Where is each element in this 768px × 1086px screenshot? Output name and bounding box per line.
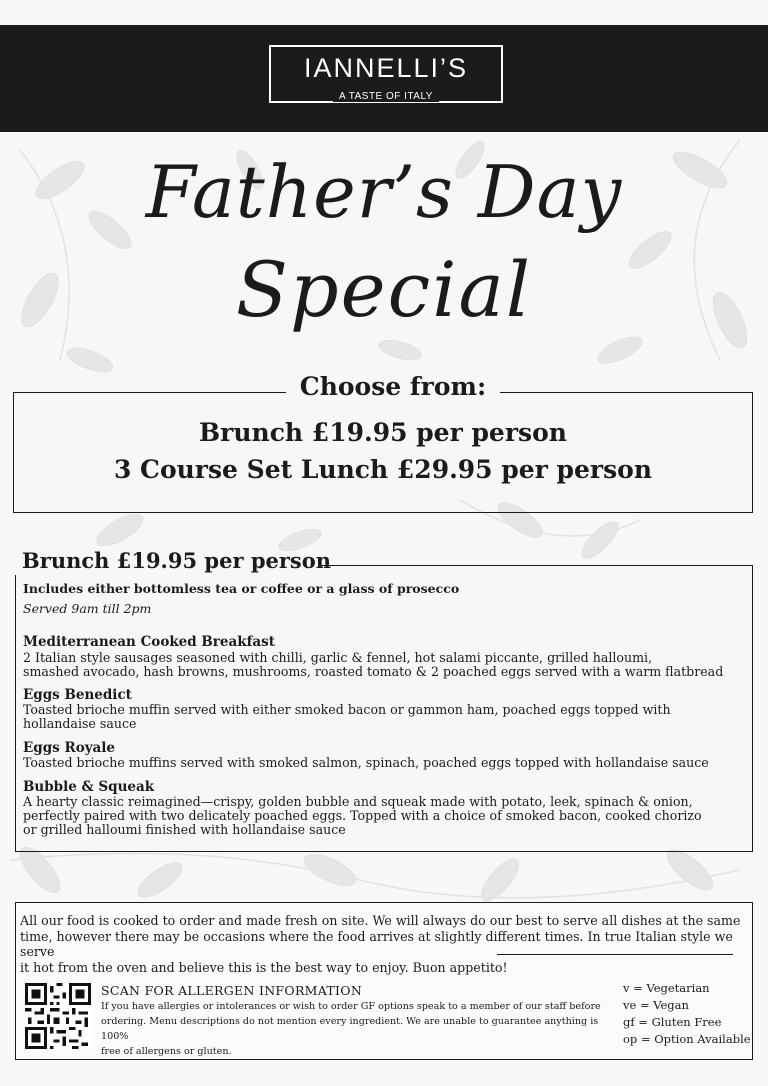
choose-heading: Choose from: bbox=[299, 372, 487, 401]
brunch-includes: Includes either bottomless tea or coffee or a glass of prosecco bbox=[23, 581, 460, 596]
header-band bbox=[0, 25, 768, 132]
menu-item-title: Mediterranean Cooked Breakfast bbox=[23, 634, 276, 650]
menu-item-title: Eggs Royale bbox=[23, 740, 116, 756]
legend-vegetarian: v = Vegetarian bbox=[623, 981, 710, 995]
footer-notice-line: time, however there may be occasions where the food arrives at slightly different times. In true Italian style we serve bbox=[20, 928, 733, 959]
footer-notice-line: All our food is cooked to order and made fresh on site. We will always do our best to serve all dishes at the same bbox=[20, 913, 741, 928]
choose-options-box bbox=[13, 392, 753, 513]
allergen-qr-code[interactable] bbox=[25, 983, 91, 1049]
menu-item-desc: Toasted brioche muffins served with smoked salmon, spinach, poached eggs topped with hollandaise sauce bbox=[23, 755, 709, 770]
legend-option-available: op = Option Available bbox=[623, 1032, 751, 1046]
allergen-notice-line: ordering. Menu descriptions do not mention every ingredient. We are unable to guarantee anything is 100% bbox=[101, 1016, 599, 1042]
choose-option-set-lunch: 3 Course Set Lunch £29.95 per person bbox=[113, 455, 653, 484]
allergen-scan-title: SCAN FOR ALLERGEN INFORMATION bbox=[101, 983, 363, 998]
allergen-notice-line: free of allergens or gluten. bbox=[101, 1046, 232, 1057]
brand-name: IANNELLI’S bbox=[303, 53, 469, 83]
menu-item-desc: hollandaise sauce bbox=[23, 716, 137, 731]
menu-item-desc: smashed avocado, hash browns, mushrooms, roasted tomato & 2 poached eggs served with a warm flatbread bbox=[23, 664, 724, 679]
legend-gluten-free: gf = Gluten Free bbox=[623, 1015, 722, 1029]
menu-item-desc: A hearty classic reimagined—crispy, golden bubble and squeak made with potato, leek, spinach & onion, bbox=[23, 794, 693, 809]
footer-notice bbox=[20, 913, 748, 975]
brunch-heading: Brunch £19.95 per person bbox=[22, 548, 332, 573]
legend-vegan: ve = Vegan bbox=[623, 998, 689, 1012]
page-title-line-2: Special bbox=[235, 245, 533, 334]
allergen-notice-line: If you have allergies or intolerances or wish to order GF options speak to a member of our staff before bbox=[101, 1001, 601, 1012]
allergen-notice bbox=[101, 999, 613, 1059]
menu-item-title: Eggs Benedict bbox=[23, 687, 132, 703]
menu-item-desc: Toasted brioche muffin served with either smoked bacon or gammon ham, poached eggs topped with bbox=[23, 702, 671, 717]
brand-logo bbox=[269, 45, 503, 103]
brand-tagline: A TASTE OF ITALY bbox=[333, 91, 439, 102]
brunch-served-times: Served 9am till 2pm bbox=[23, 601, 152, 616]
menu-item-desc: 2 Italian style sausages seasoned with chilli, garlic & fennel, hot salami piccante, grilled halloumi, bbox=[23, 650, 653, 665]
choose-option-brunch: Brunch £19.95 per person bbox=[199, 418, 567, 447]
footer-notice-line: it hot from the oven and believe this is the best way to enjoy. Buon appetito! bbox=[20, 959, 508, 975]
menu-item-desc: or grilled halloumi finished with hollandaise sauce bbox=[23, 822, 346, 837]
footer-divider bbox=[497, 954, 733, 955]
menu-item-title: Bubble & Squeak bbox=[23, 779, 155, 795]
page-title-line-1: Father’s Day bbox=[145, 150, 623, 234]
menu-item-desc: perfectly paired with two delicately poached eggs. Topped with a choice of smoked bacon, cooked chorizo bbox=[23, 808, 702, 823]
